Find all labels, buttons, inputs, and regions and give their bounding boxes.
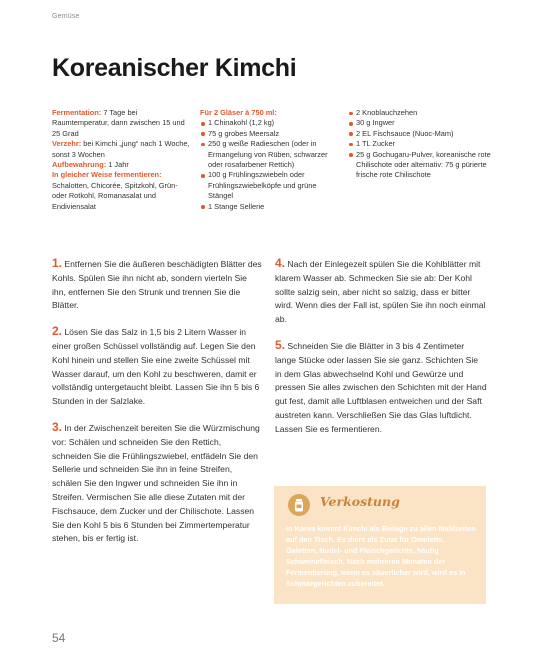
step-5 [275,339,487,437]
tip-title: Verkostung [320,494,400,509]
tip-box [274,486,486,604]
ingredient-item: 1 TL Zucker [348,139,498,149]
gleicher-weise-label: In gleicher Weise fermentieren: [52,170,162,180]
step-text: Schneiden Sie die Blätter in 3 bis 4 Zentimeter lange Stücke oder lassen Sie sie ganz. Schichten Sie in dem Glas abwechselnd Kohl und Gewürze und pressen Sie alles zwischen den Schichten mit der Hand gut fest, damit alle Luftblasen entweichen und der Saft austreten kann. Verschließen Sie das Glas luftdicht. Lassen Sie es fermentieren. [275,340,487,434]
ingredient-item: 2 EL Fischsauce (Nuoc-Mam) [348,129,498,139]
jar-icon [288,494,310,516]
steps-right-column [275,257,487,449]
ingredient-item: 1 Chinakohl (1,2 kg) [200,118,338,128]
step-number: 2. [52,324,63,339]
ingredients-column-1 [200,108,338,212]
ingredient-item: 100 g Frühlingszwiebeln oder Frühlingszwiebelköpfe und grüne Stängel [200,170,338,201]
aufbewahrung-label: Aufbewahrung: [52,160,107,170]
fermentation-label: Fermentation: [52,108,102,117]
ingredients-heading: Für 2 Gläser à 750 ml: [200,108,277,117]
step-text: Nach der Einlegezeit spülen Sie die Kohlblätter mit klarem Wasser ab. Schmecken Sie sie ab: Der Kohl sollte salzig sein, aber nicht so salzig, dass er bitter wird. Wenn dies der Fall ist, spülen Sie ihn noch einmal ab. [275,259,486,325]
section-label: Gemüse [52,13,80,20]
tip-text: In Korea kommt Kimchi als Beilage zu allen Mahlzeiten auf den Tisch. Es dient als Zutat für Omeletts, Galetten, Nudel- und Fleischgerichte, häufig Schweinefleisch. Nach mehreren Monaten der Fermentierung, wenn es säuerlicher wird, wird es in Schmorgerichten zubereitet. [286,524,476,588]
ingredient-list-2 [348,108,498,181]
step-2 [52,325,262,409]
fermentation-info [52,108,192,212]
step-text: In der Zwischenzeit bereiten Sie die Würzmischung vor: Schälen und schneiden Sie den Rettich, schneiden Sie die Frühlingszwiebel, entfädeln Sie den Sellerie und schneiden Sie ihn in feine Streifen, schälen Sie den Ingwer und schneiden Sie ihn in Streifen. Vermischen Sie alle diese Zutaten mit der Fischsauce, dem Zucker und der Chilischote. Lassen Sie den Kohl 5 bis 6 Stunden bei Zimmertemperatur stehen, bis er fertig ist. [52,422,260,544]
step-number: 1. [52,256,63,270]
step-number: 3. [52,419,63,434]
ingredient-item: 2 Knoblauchzehen [348,108,498,118]
step-number: 5. [275,337,286,352]
recipe-title: Koreanischer Kimchi [52,54,297,82]
ingredient-item: 75 g grobes Meersalz [200,129,338,139]
ingredient-item: 25 g Gochugaru-Pulver, koreanische rote Chilischote oder alternativ: 75 g pürierte frische rote Chilischote [348,150,498,181]
ingredient-item: 1 Stange Sellerie [200,202,338,212]
ingredient-item: 250 g weiße Radieschen (oder in Ermangelung von Rüben, schwarzer oder rosafarbener Rettich) [200,139,338,170]
step-number: 4. [275,256,286,270]
step-1 [52,257,262,313]
steps-left-column [52,257,262,558]
ingredient-list-1 [200,118,338,212]
step-3 [52,421,262,546]
verzehr-text: bei Kimchi „jung“ nach 1 Woche, sonst 3 Wochen [52,139,190,159]
page-number: 54 [52,631,66,645]
fermentation-text: 7 Tage bei Raumtemperatur, dann zwischen 15 und 25 Grad [52,108,185,138]
step-text: Entfernen Sie die äußeren beschädigten Blätter des Kohls. Spülen Sie ihn nicht ab, sondern vierteln Sie ihn, entfernen Sie den Strunk und trennen Sie die Blätter. [52,259,262,311]
verzehr-label: Verzehr: [52,139,82,149]
ingredient-item: 30 g Ingwer [348,118,498,128]
gleicher-weise-text: Schalotten, Chicorée, Spitzkohl, Grün- oder Rotkohl, Romanasalat und Endiviensalat [52,180,178,211]
step-text: Lösen Sie das Salz in 1,5 bis 2 Litern Wasser in einer großen Schüssel vollständig auf. Legen Sie den Kohl hinein und stellen Sie eine zweite Schüssel mit Wasser darauf, um den Kohl zu beschweren, damit er vollständig untergetaucht bleibt. Lassen Sie ihn 5 bis 6 Stunden in der Salzlake. [52,327,260,407]
step-4 [275,257,487,327]
ingredients-column-2 [348,108,498,181]
aufbewahrung-text: 1 Jahr [106,160,129,170]
